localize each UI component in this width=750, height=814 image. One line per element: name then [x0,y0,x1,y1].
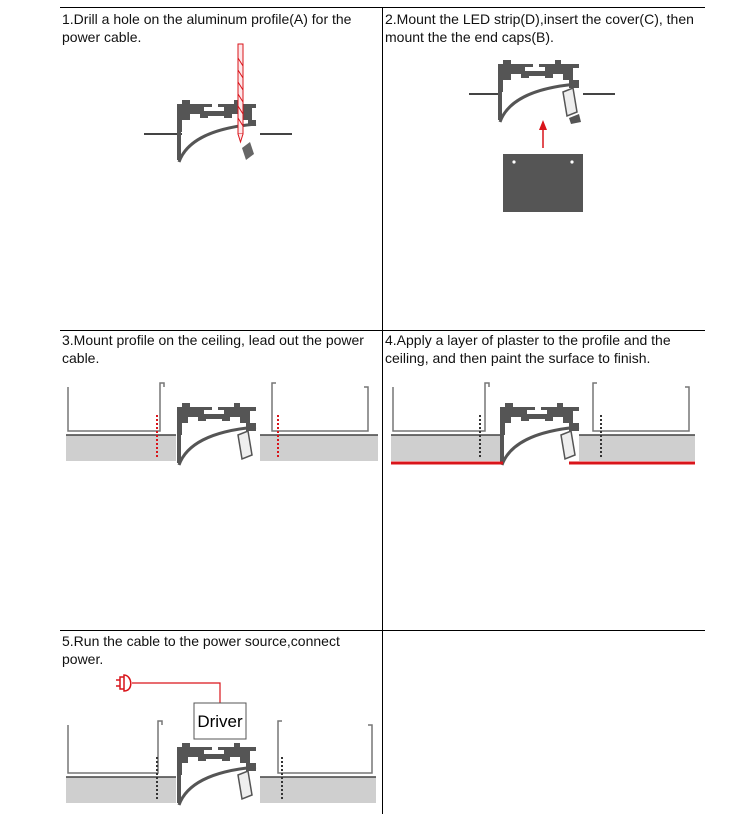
drill-profile-illustration [60,8,382,330]
plug-icon [116,675,131,691]
step-2-text: 2.Mount the LED strip(D),insert the cover(C), then mount the the end caps(B). [385,11,694,45]
step-4-text: 4.Apply a layer of plaster to the profile and the ceiling, and then paint the surface to finish. [385,332,671,366]
power-connection-illustration [60,631,382,814]
step-4-cell [383,331,705,630]
driver-label: Driver [197,712,243,731]
step-3-text: 3.Mount profile on the ceiling, lead out the power cable. [62,332,364,366]
step-1-cell [60,8,382,330]
ceiling-mount-illustration [60,331,382,630]
step-5-text: 5.Run the cable to the power source,connect power. [62,633,340,667]
step-1-text: 1.Drill a hole on the aluminum profile(A) for the power cable. [62,11,352,45]
plaster-finish-illustration [383,331,705,630]
step-3-cell [60,331,382,630]
step-5-cell [60,631,382,814]
mount-led-illustration [383,8,705,330]
empty-cell [383,631,705,814]
step-2-cell [383,8,705,330]
